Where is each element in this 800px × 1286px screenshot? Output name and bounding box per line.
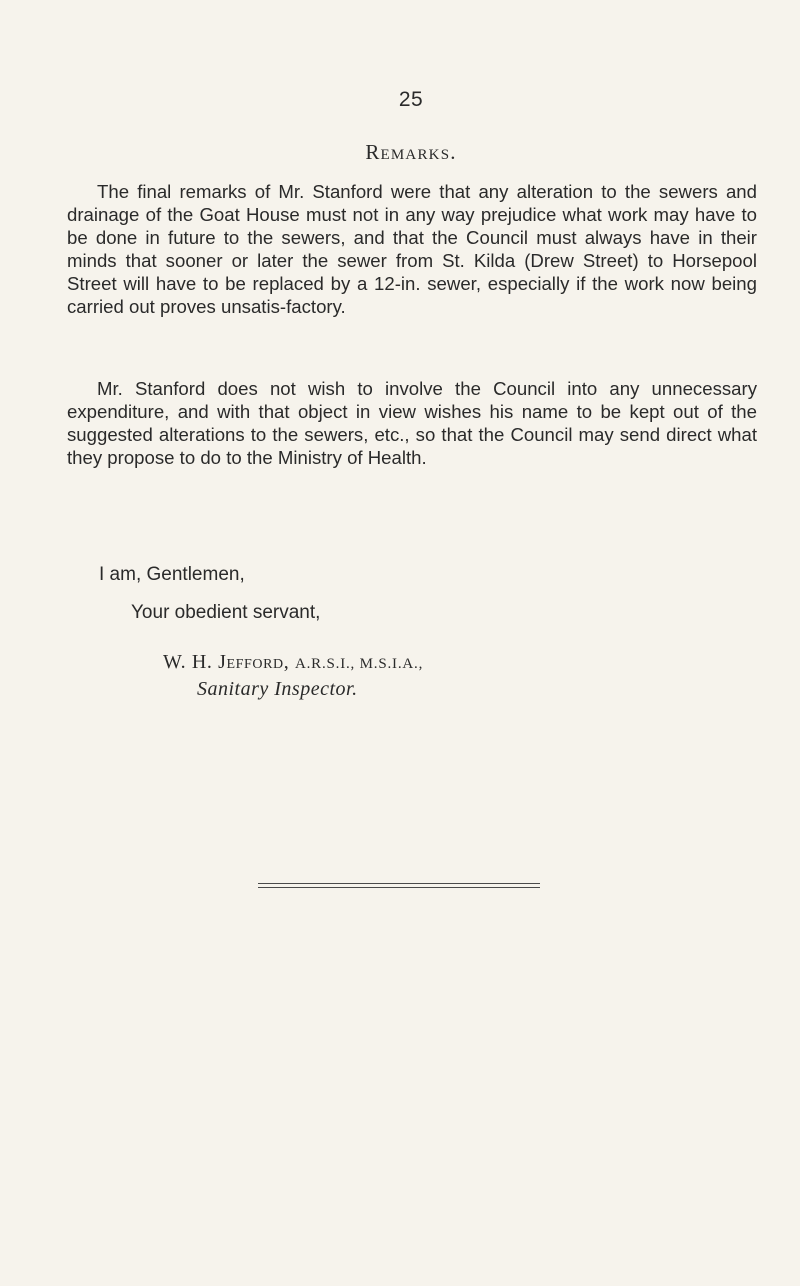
signatory-title: Sanitary Inspector.: [197, 678, 358, 700]
section-heading: Remarks.: [365, 140, 457, 164]
signatory-qualifications: A.R.S.I., M.S.I.A.,: [294, 656, 424, 672]
signature-line: [163, 650, 423, 676]
salutation: I am, Gentlemen,: [99, 564, 245, 585]
valediction: Your obedient servant,: [131, 602, 321, 623]
signatory-surname: Jefford,: [218, 651, 290, 673]
rule-line-bottom: [258, 887, 540, 888]
body-paragraph: Mr. Stanford does not wish to involve the Council into any unnecessary expenditure, and with that object in view wishes his name to be kept out of the suggested alterations to the sewers, etc., so that the Council may send direct what they propose to do to the Ministry of Health.: [67, 378, 757, 469]
signatory-initials: W. H.: [163, 651, 213, 673]
page-number: 25: [398, 88, 424, 111]
closing-rule: [258, 883, 540, 891]
rule-line-top: [258, 883, 540, 884]
body-paragraph: The final remarks of Mr. Stanford were that any alteration to the sewers and drainage of the Goat House must not in any way prejudice what work may have to be done in future to the sewers, and that the Council must always have in their minds that sooner or later the sewer from St. Kilda (Drew Street) to Horsepool Street will have to be replaced by a 12-in. sewer, especially if the work now being carried out proves unsatis-factory.: [67, 181, 757, 318]
